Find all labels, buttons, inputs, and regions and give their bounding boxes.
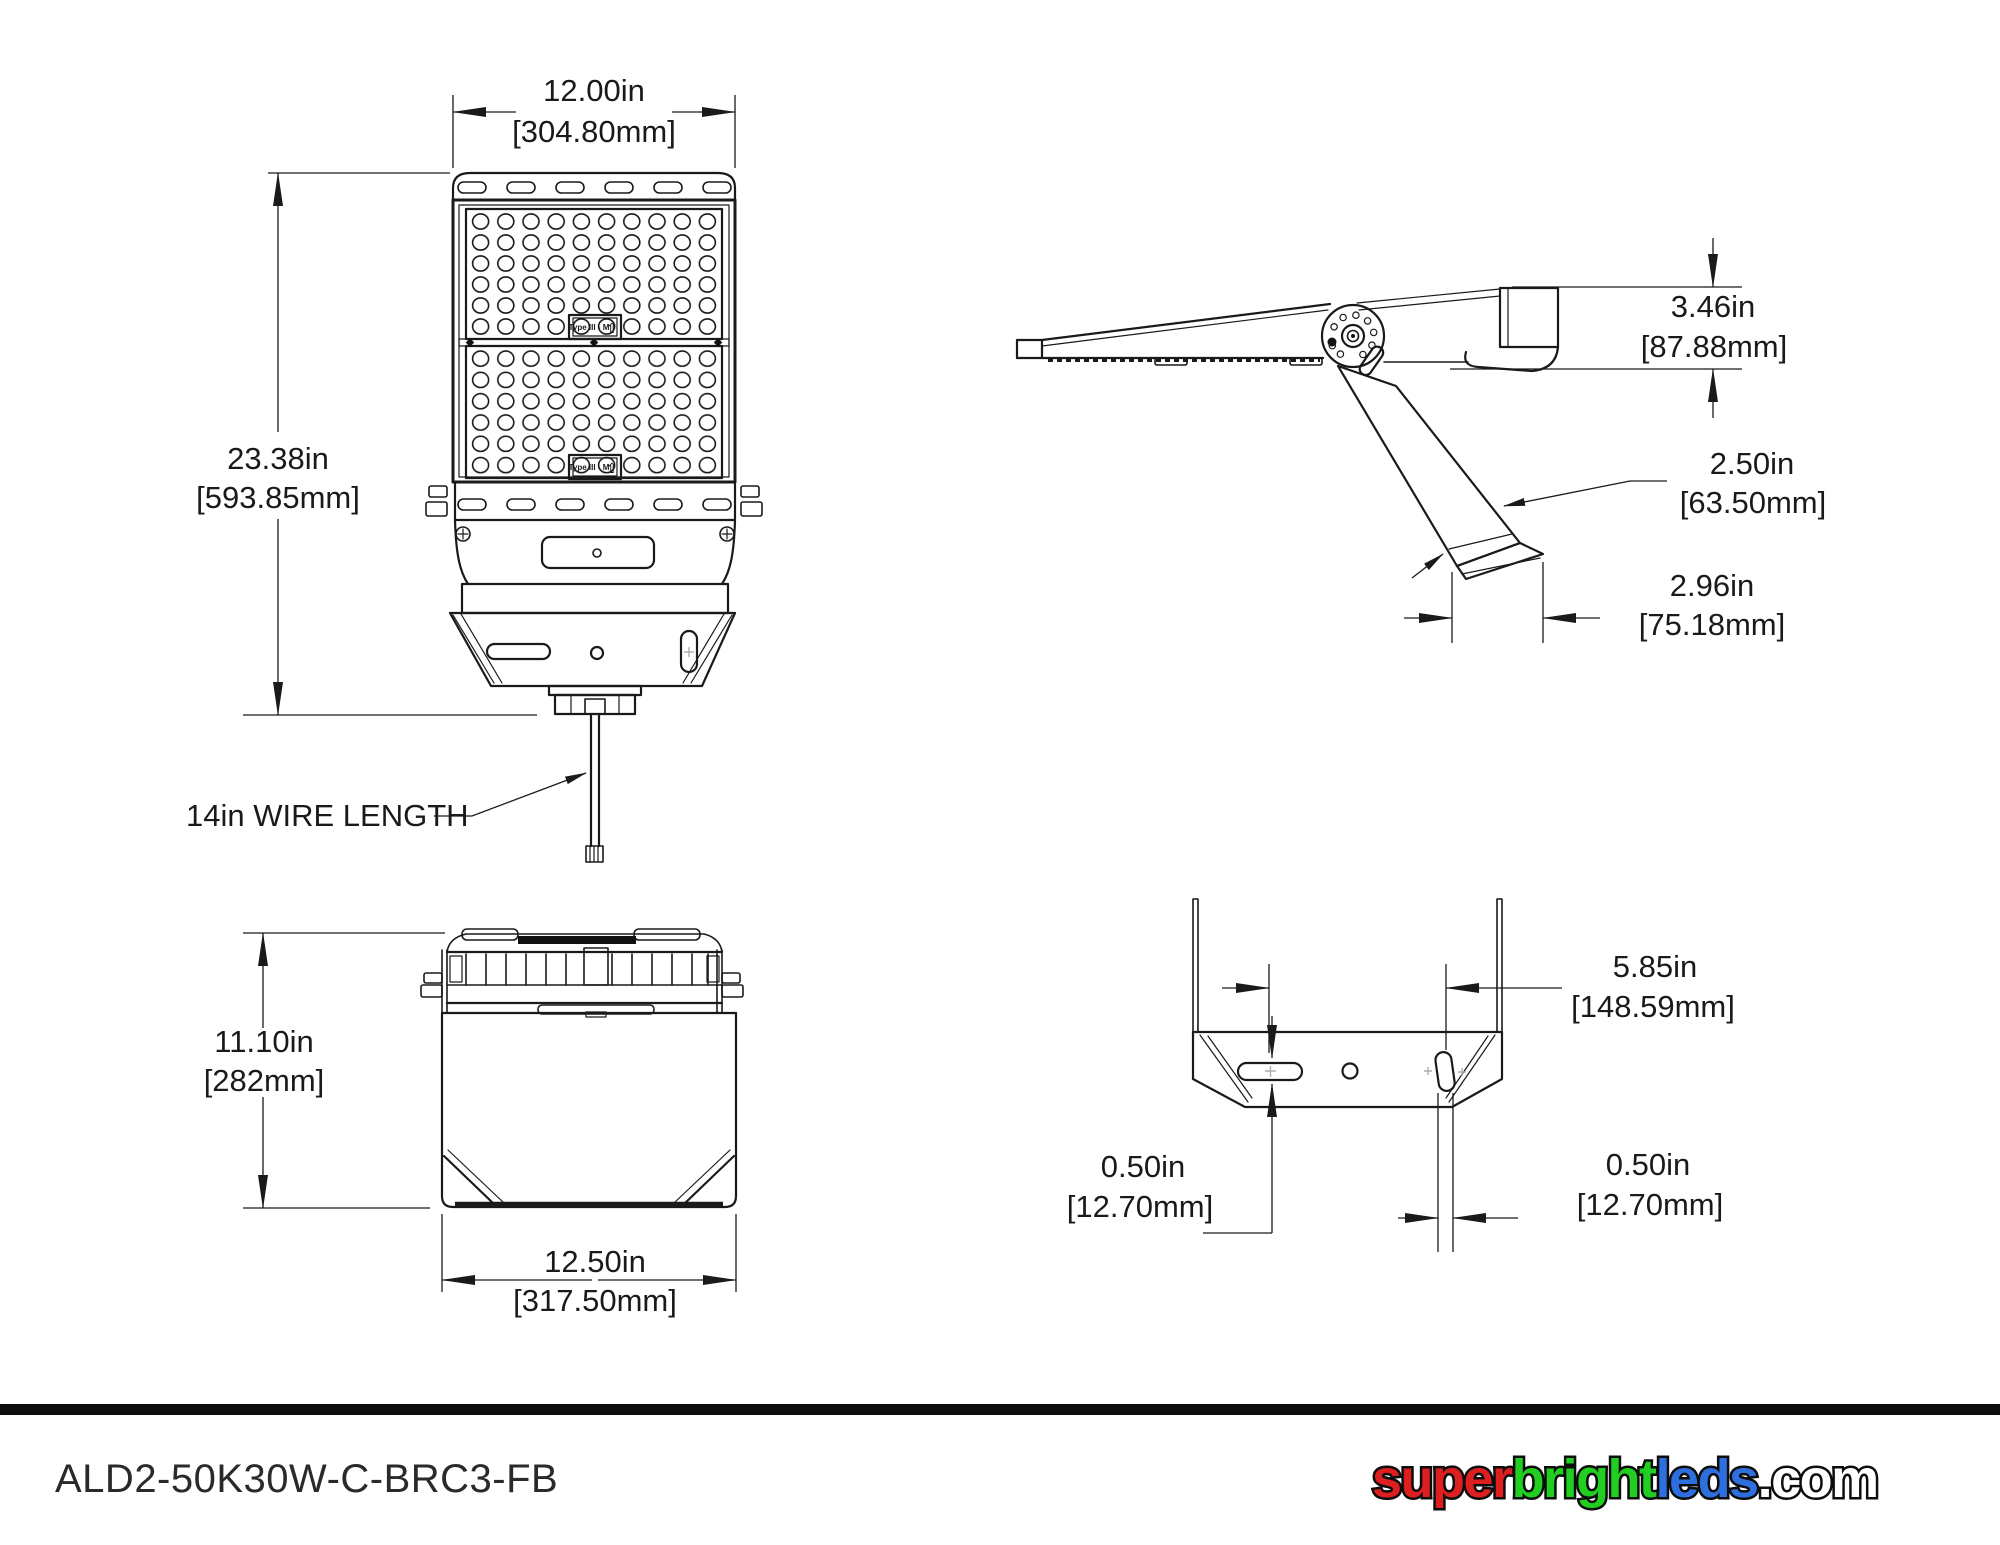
dim-foot-length-mm: [75.18mm] — [1638, 607, 1786, 642]
dim-hole-spacing-mm: [148.59mm] — [1571, 989, 1735, 1024]
dim-arm-width-in: 2.50in — [1709, 446, 1795, 481]
dim-arm-width-mm: [63.50mm] — [1679, 485, 1827, 520]
dim-mount-height-in: 3.46in — [1670, 289, 1756, 324]
dim-front-width-mm: [304.80mm] — [512, 114, 676, 149]
optic-label-lower — [569, 455, 621, 479]
optic-up-arrow-icon: ⇧ — [606, 321, 618, 337]
wire-length-label: 14in WIRE LENGTH — [186, 798, 469, 833]
dim-left-slot-mm: [12.70mm] — [1066, 1189, 1214, 1224]
logo-super: super — [1372, 1449, 1512, 1509]
optic-up-arrow-icon: ⇧ — [606, 461, 618, 477]
dim-left-slot-in: 0.50in — [1100, 1149, 1186, 1184]
logo-bright: bright — [1511, 1449, 1656, 1509]
dim-hole-spacing-in: 5.85in — [1612, 949, 1698, 984]
footer-divider-rule — [0, 1404, 2000, 1415]
optic-label-lower-text: Type III - M — [568, 463, 610, 472]
superbrightleds-logo — [1372, 1449, 1878, 1509]
dim-right-slot-in: 0.50in — [1605, 1147, 1691, 1182]
dim-foot-length-in: 2.96in — [1669, 568, 1755, 603]
dim-right-slot-mm: [12.70mm] — [1576, 1187, 1724, 1222]
dim-mount-height-mm: [87.88mm] — [1640, 329, 1788, 364]
logo-leds: leds — [1655, 1449, 1758, 1509]
logo-dot-com: .com — [1757, 1449, 1878, 1509]
dim-rear-height-mm: [282mm] — [203, 1063, 325, 1098]
part-number: ALD2-50K30W-C-BRC3-FB — [55, 1457, 559, 1501]
optic-label-upper-text: Type III - M — [568, 323, 610, 332]
dim-front-height-mm: [593.85mm] — [196, 480, 360, 515]
dim-rear-height-in: 11.10in — [214, 1024, 314, 1059]
optic-label-upper — [569, 315, 621, 339]
dim-rear-width-mm: [317.50mm] — [513, 1283, 677, 1318]
dim-front-height-in: 23.38in — [227, 441, 329, 476]
dim-front-width-in: 12.00in — [543, 73, 645, 108]
dim-rear-width-in: 12.50in — [544, 1244, 646, 1279]
